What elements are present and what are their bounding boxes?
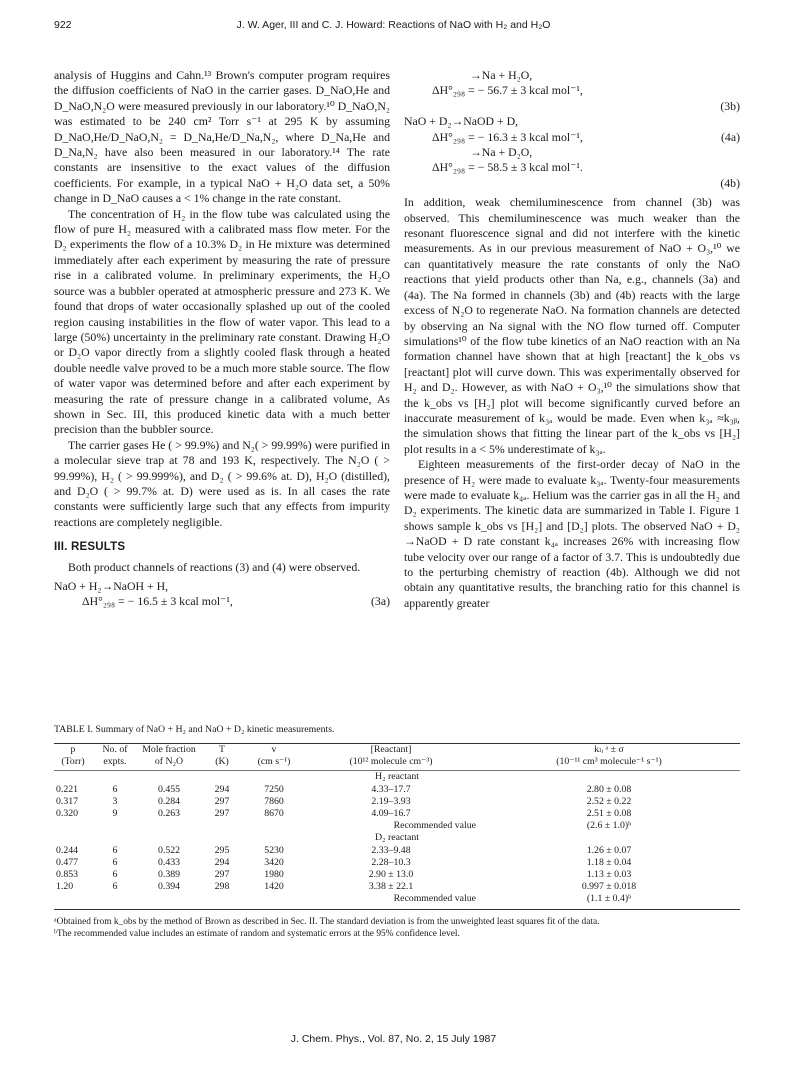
journal-reference: J. Chem. Phys., Vol. 87, No. 2, 15 July 1987: [290, 1033, 497, 1045]
cell: 6: [112, 844, 118, 856]
equation-4a-reaction: NaO + D₂→NaOD + D,: [404, 114, 519, 129]
table-1: [54, 724, 740, 940]
table-row: [54, 845, 740, 857]
equation-3a-reaction: NaO + H₂→NaOH + H,: [54, 579, 169, 593]
cell: 2.51 ± 0.08: [586, 808, 632, 820]
cell: 2.52 ± 0.22: [586, 795, 632, 807]
cell: 0.389: [157, 869, 181, 881]
cell: 294: [214, 783, 230, 795]
table-row: [54, 784, 740, 796]
cell: 1.13 ± 0.03: [586, 869, 632, 881]
cell: 0.522: [157, 844, 181, 856]
cell: 0.221: [56, 783, 79, 795]
header-cell: No. of: [102, 744, 128, 755]
cell: 7250: [264, 783, 284, 795]
header-cell: of N₂O: [154, 756, 184, 768]
header-cell: (K): [215, 756, 229, 768]
equation-4b-label: (4b): [720, 175, 740, 190]
cell: 3420: [264, 856, 284, 868]
table-footnotes: [54, 916, 740, 941]
paragraph: Eighteen measurements of the first-order decay of NaO in the presence of H₂ were made to evaluate k₃ₐ. Twenty-four measurements were made to evaluate k₄ₐ. Helium was the carrier gas in all the H₂ and D₂ experiments. The kinetic data are summarized in Table I. Figure 1 shows sample k_obs vs [H₂] and [D₂] plots. The observed NaO + D₂ →NaOD + D rate constant k₄ₐ increases 26% with increasing flow tube velocity over our range of a factor of 3.7. This is undoubtedly due to the perturbing chemistry of reaction (4b). Although we did not obtain any quantitative results, the branching ratio for this channel is apparently greater: [404, 457, 740, 610]
paragraph: analysis of Huggins and Cahn.¹³ Brown's computer program requires the diffusion coefficients of NaO in the carrier gases. D_NaO,He and D_NaO,N₂O were measured previously in our laboratory.¹⁰ D_NaO,N₂ was estimated to be 240 cm² Torr s⁻¹ at 295 K by assuming D_NaO,He/D_NaO,N₂ = D_Na,He/D_Na,N₂, where D_Na,He and D_Na,N₂ have also been measured in our laboratory.¹⁴ The rate constants are insensitive to the exact values of the diffusion coefficients. For example, in a typical NaO + H₂O data set, a 50% change in D_NaO causes a < 1% change in the rate constant.: [54, 68, 390, 206]
cell: 6: [112, 783, 118, 795]
header-cell: (cm s⁻¹): [257, 756, 291, 768]
equation-4a-enthalpy: ΔH°₂₉₈ = − 16.3 ± 3 kcal mol⁻¹,: [432, 129, 583, 144]
cell: 0.853: [56, 869, 79, 881]
cell: 6: [112, 881, 118, 893]
equation-3b-products: →Na + H₂O,: [470, 68, 533, 82]
right-column: [404, 68, 740, 611]
equation-3a: [54, 594, 390, 609]
equation-4a-label: (4a): [721, 129, 740, 144]
header-cell: p: [70, 744, 76, 755]
equation-3b-label: (3b): [720, 98, 740, 113]
cell: 6: [112, 869, 118, 881]
equation-3a-enthalpy: ΔH°₂₉₈ = − 16.5 ± 3 kcal mol⁻¹,: [82, 594, 233, 609]
page-number: 922: [54, 19, 72, 31]
cell: 0.317: [56, 795, 79, 807]
d2-reactant-label: D₂ reactant: [375, 832, 419, 844]
table-row-recommended: [54, 820, 740, 832]
header-cell: kₗᵢ ᵃ ± σ: [594, 744, 624, 755]
cell: 1.26 ± 0.07: [586, 844, 632, 856]
table-subheading: [54, 832, 740, 844]
table-row: [54, 808, 740, 820]
paragraph: In addition, weak chemiluminescence from channel (3b) was observed. This chemiluminescence was much weaker than the resonant fluorescence signal and did not interfere with the kinetic measurements. As in our previous measurement of NaO + O₃,¹⁰ we can quantitatively measure the rate constants of only the NaO reactions that yield products other than Na, e.g., channels (3a) and (4a). The Na formed in channels (3b) and (4b) reacts with the large excess of N₂O to regenerate NaO. Na formation channels are detected by observing an Na signal with the NO flow turned off. Computer simulations¹⁰ of the flow tube kinetics of an NaO reaction with an Na formation channel have shown that at high [reactant] the k_obs vs [reactant] plot will curve down. This was experimentally observed for H₂ and D₂. However, as with NaO + O₃,¹⁰ the simulations show that the k_obs vs [H₂] plot will become significantly curved before an inaccurate measurement of k₃ₐ would be made. Even when k₃ₐ ≈k₃ᵦ, the simulation shows that fitting the linear part of the k_obs vs [H₂] plot results in a < 5% underestimate of k₃ₐ.: [404, 195, 740, 456]
cell: 0.433: [157, 856, 181, 868]
table-header-row: [54, 756, 740, 768]
kinetics-table: [54, 744, 740, 906]
table-bottom-rule: [54, 909, 740, 910]
cell: 297: [214, 795, 230, 807]
recommended-value: (1.1 ± 0.4)ᵇ: [586, 893, 632, 905]
cell: 3: [112, 795, 118, 807]
cell: 7860: [264, 795, 284, 807]
cell: 8670: [264, 808, 284, 820]
paragraph: Both product channels of reactions (3) and (4) were observed.: [68, 559, 361, 574]
running-head: J. W. Ager, III and C. J. Howard: Reactions of NaO with H₂ and H₂O: [236, 19, 551, 31]
paragraph: The carrier gases He ( > 99.9%) and N₂( > 99.99%) were purified in a molecular sieve trap at 78 and 193 K, respectively. The N₂O ( > 99.99%), H₂ ( > 99.999%), and D₂ ( > 99.6% at. D), H₂O (distilled), and D₂O ( > 99.7% at. D) were used as is. In all cases the rate constants were sufficiently large such that any effects from impurity reactions are completely negligible.: [54, 437, 390, 529]
cell: 294: [214, 856, 230, 868]
cell: 0.320: [56, 808, 79, 820]
cell: 298: [214, 881, 230, 893]
cell: 2.19–3.93: [371, 795, 411, 807]
cell: 1420: [264, 881, 284, 893]
table-row-recommended: [54, 893, 740, 905]
header-cell: (Torr): [61, 756, 85, 768]
left-column: [54, 68, 390, 610]
equation-4b-enthalpy: ΔH°₂₉₈ = − 58.5 ± 3 kcal mol⁻¹.: [432, 160, 583, 175]
equation-3b-enthalpy: ΔH°₂₉₈ = − 56.7 ± 3 kcal mol⁻¹,: [432, 83, 583, 98]
cell: 2.80 ± 0.08: [586, 783, 632, 795]
cell: 0.455: [157, 783, 181, 795]
recommended-label: Recommended value: [393, 893, 476, 905]
cell: 2.90 ± 13.0: [368, 869, 414, 881]
equation-3a-label: (3a): [371, 594, 390, 609]
cell: 6: [112, 856, 118, 868]
cell: 0.284: [157, 795, 181, 807]
cell: 2.33–9.48: [371, 844, 411, 856]
h2-reactant-label: H₂ reactant: [375, 771, 419, 783]
equation-4a: [404, 130, 740, 145]
header-cell: v: [271, 744, 277, 755]
cell: 5230: [264, 844, 284, 856]
table-caption: TABLE I. Summary of NaO + H₂ and NaO + D₂ kinetic measurements.: [54, 724, 335, 735]
cell: 4.09–16.7: [371, 808, 411, 820]
cell: 297: [214, 869, 230, 881]
table-row: [54, 857, 740, 869]
cell: 0.997 ± 0.018: [581, 881, 637, 893]
header-cell: Mole fraction: [142, 744, 196, 755]
cell: 1.18 ± 0.04: [586, 856, 632, 868]
cell: 0.263: [157, 808, 181, 820]
cell: 4.33–17.7: [371, 783, 411, 795]
cell: 0.244: [56, 844, 79, 856]
footnote-b: ᵇThe recommended value includes an estimate of random and systematic errors at the 95% confidence level.: [54, 929, 460, 940]
header-cell: expts.: [103, 756, 127, 768]
cell: 2.28–10.3: [371, 856, 411, 868]
table-subheading: [54, 771, 740, 783]
table-row: [54, 869, 740, 881]
header-cell: [Reactant]: [370, 744, 412, 755]
cell: 9: [112, 808, 118, 820]
cell: 0.477: [56, 856, 79, 868]
cell: 3.38 ± 22.1: [368, 881, 414, 893]
header-cell: T: [219, 744, 225, 755]
recommended-value: (2.6 ± 1.0)ᵇ: [586, 820, 632, 832]
paragraph: The concentration of H₂ in the flow tube was calculated using the flow of pure H₂ measured with a calibrated mass flow meter. For the D₂ experiments the flow of a 10.3% D₂ in He mixture was determined immediately after each experiment by measuring the rate of pressure rise in a calibrated volume. In preliminary experiments, the H₂O source was a bubbler operated at atmospheric pressure and 273 K. We found that drops of water occasionally splashed up out of the cooled region causing instabilities in the flow of water vapor. This lead to a large (50%) uncertainty in the preliminary rate constant. Drawing H₂O or D₂O vapor directly from a slightly cooled flask through a heated double needle valve proved to be a much more stable source. The flow of water vapor was determined before and after each experiment by measuring the rate of pressure change in a calibrated volume, As shown in Sec. III, this produced kinetic data with a much better precision than the bubbler source.: [54, 206, 390, 437]
recommended-label: Recommended value: [393, 820, 476, 832]
cell: 295: [214, 844, 230, 856]
cell: 1980: [264, 869, 284, 881]
cell: 297: [214, 808, 230, 820]
header-cell: (10¹² molecule cm⁻³): [349, 756, 433, 768]
section-heading: III. RESULTS: [54, 541, 126, 554]
table-header-row: [54, 744, 740, 756]
header-cell: (10⁻¹¹ cm³ molecule⁻¹ s⁻¹): [556, 756, 662, 768]
cell: 1.20: [56, 881, 74, 893]
footnote-a: ᵃObtained from k_obs by the method of Brown as described in Sec. II. The standard deviation is from the unweighted least squares fit of the data.: [54, 916, 600, 927]
table-row: [54, 881, 740, 893]
cell: 0.394: [157, 881, 181, 893]
table-row: [54, 796, 740, 808]
equation-4b-products: →Na + D₂O,: [470, 145, 533, 160]
